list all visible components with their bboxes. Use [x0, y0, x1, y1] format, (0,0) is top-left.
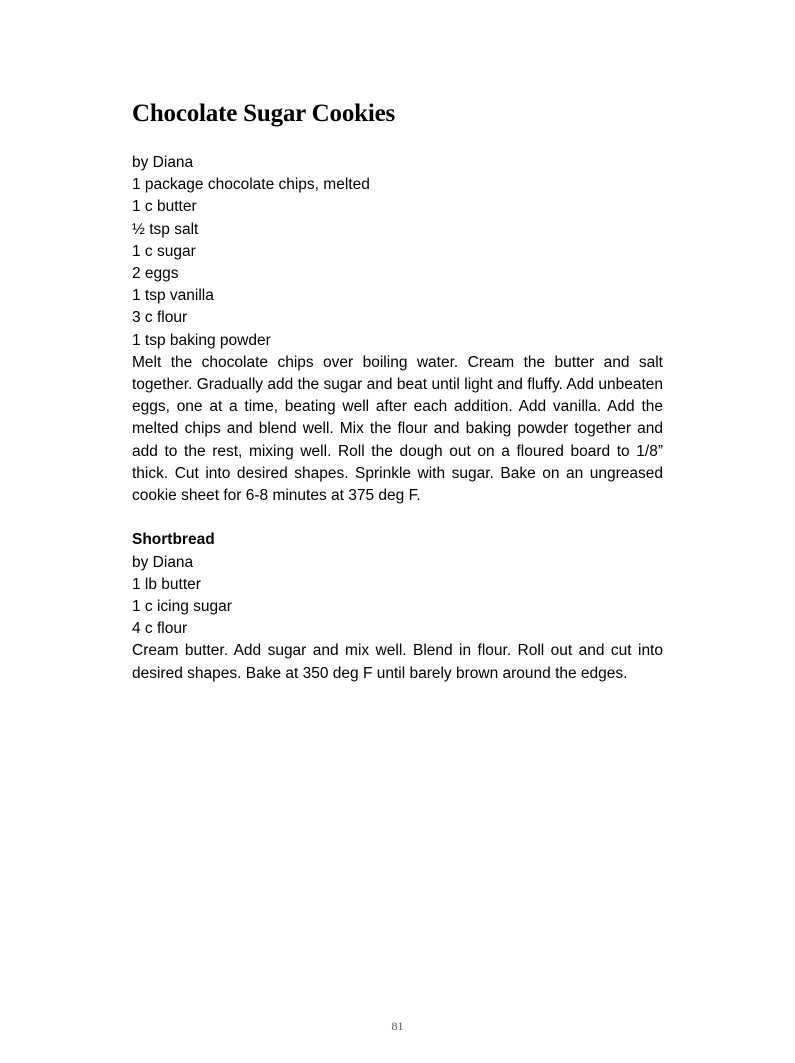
ingredient-list [132, 574, 663, 641]
ingredient-item: 4 c flour [132, 620, 188, 638]
recipe-chocolate-sugar-cookies [132, 98, 663, 507]
ingredient-item: 2 eggs [132, 265, 179, 283]
recipe-directions: Melt the chocolate chips over boiling water. Cream the butter and salt together. Gradually add the sugar and beat until light and fluffy. Add unbeaten eggs, one at a time, beating well after each addition. Add vanilla. Add the melted chips and blend well. Mix the flour and baking powder together and add to the rest, mixing well. Roll the dough out on a floured board to 1/8” thick. Cut into desired shapes. Sprinkle with sugar. Bake on an ungreased cookie sheet for 6-8 minutes at 375 deg F. [132, 353, 663, 505]
recipe-author: by Diana [132, 553, 194, 571]
ingredient-item: 1 package chocolate chips, melted [132, 176, 370, 194]
ingredient-item: ½ tsp salt [132, 220, 199, 238]
ingredient-item: 1 c sugar [132, 242, 196, 260]
ingredient-item: 1 lb butter [132, 575, 201, 593]
recipe-directions: Cream butter. Add sugar and mix well. Blend in flour. Roll out and cut into desired shapes. Bake at 350 deg F until barely brown around the edges. [132, 642, 663, 682]
ingredient-item: 1 c butter [132, 198, 197, 216]
ingredient-item: 3 c flour [132, 309, 188, 327]
ingredient-item: 1 tsp vanilla [132, 287, 214, 305]
recipe-author: by Diana [132, 154, 194, 171]
ingredient-item: 1 c icing sugar [132, 598, 232, 616]
recipe-title: Shortbread [132, 531, 215, 549]
recipe-title: Chocolate Sugar Cookies [132, 100, 396, 127]
recipe-shortbread [132, 529, 663, 684]
ingredient-list [132, 174, 663, 352]
page-number: 81 [391, 1019, 404, 1033]
page-content [132, 98, 663, 685]
ingredient-item: 1 tsp baking powder [132, 331, 271, 349]
section-spacer [132, 507, 663, 529]
